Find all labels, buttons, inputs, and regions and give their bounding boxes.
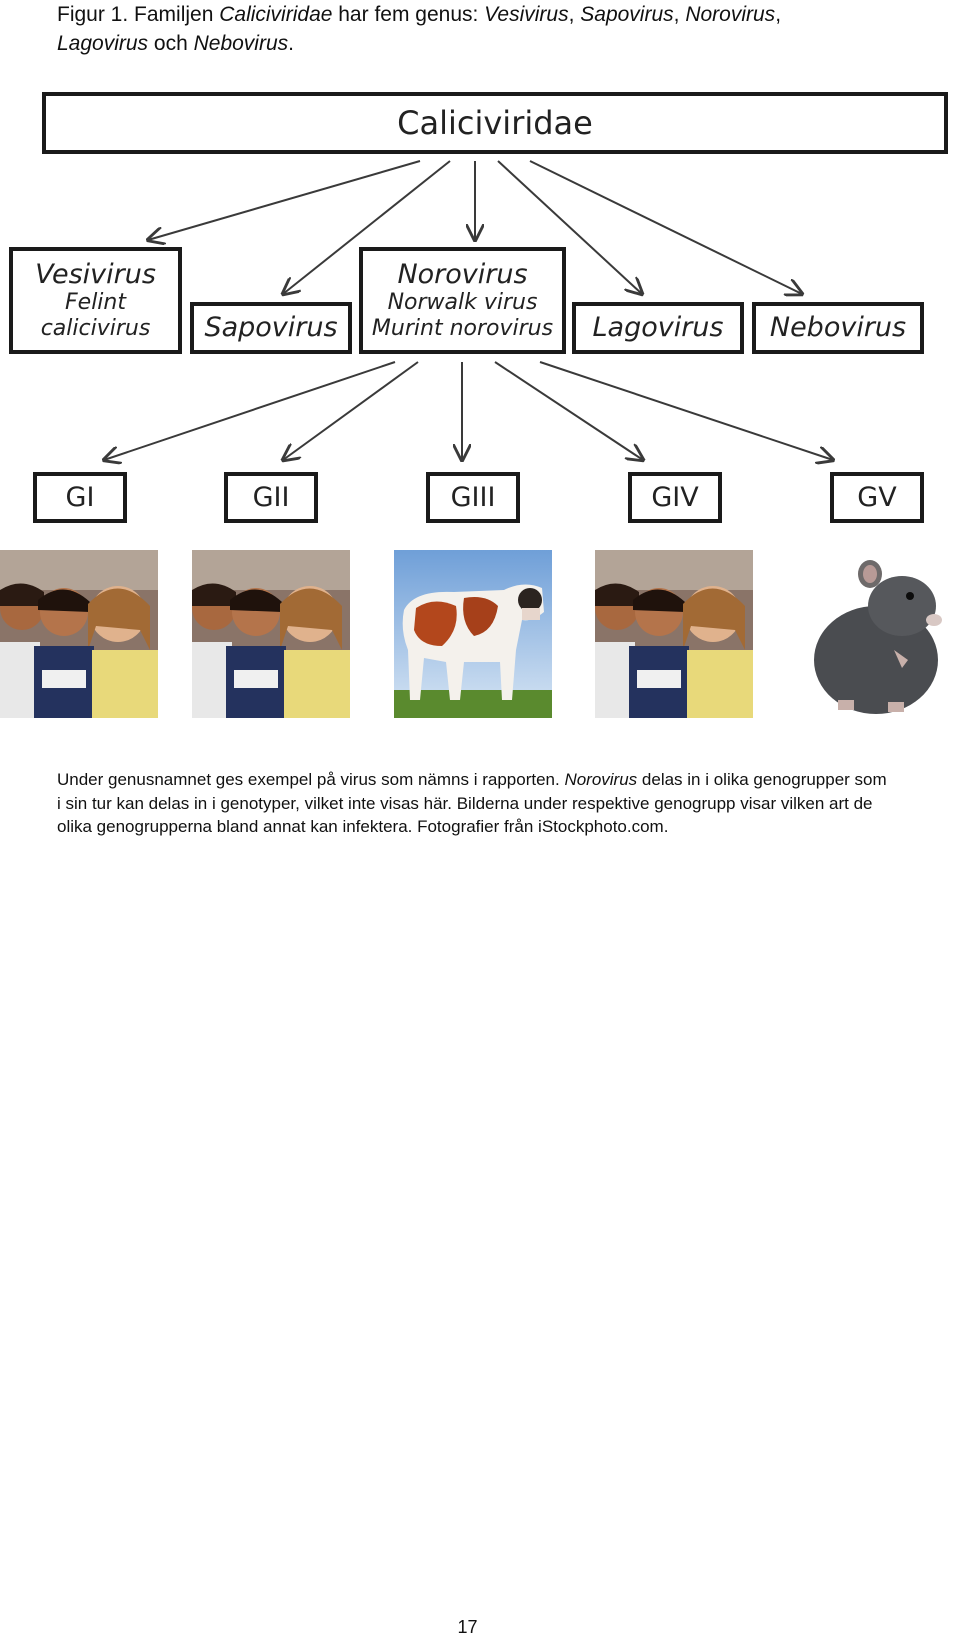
- genus-name: Nebovirus: [769, 312, 907, 343]
- notes-text: Under genusnamnet ges exempel på virus som nämns i rapporten.: [57, 770, 565, 789]
- caption-sep: .: [288, 32, 294, 55]
- taxonomy-diagram: [0, 84, 960, 724]
- children-image: [595, 550, 753, 718]
- genogroup-label: GIV: [651, 482, 699, 513]
- caption-genus: Vesivirus: [484, 3, 569, 26]
- genogroup-label: GIII: [450, 482, 496, 513]
- caption-sep: och: [148, 32, 194, 55]
- mouse-image: [798, 550, 960, 718]
- caption-text: Figur 1. Familjen: [57, 3, 220, 26]
- genus-name: Sapovirus: [204, 312, 338, 343]
- photo-mouse: [798, 550, 960, 718]
- caption-genus: Norovirus: [685, 3, 776, 26]
- caption-sep: ,: [568, 3, 581, 26]
- photo-cow: [394, 550, 552, 718]
- genogroup-label: GII: [252, 482, 290, 513]
- caption-genus: Sapovirus: [580, 3, 674, 26]
- figure-caption: [57, 0, 917, 58]
- arrow: [495, 362, 643, 460]
- caption-sep: ,: [673, 3, 686, 26]
- children-image: [0, 550, 158, 718]
- genus-box-norovirus: [359, 247, 566, 354]
- photo-children: [192, 550, 350, 718]
- genogroup-box-gii: [224, 472, 318, 523]
- photo-children: [0, 550, 158, 718]
- children-image: [192, 550, 350, 718]
- genus-name: Vesivirus: [35, 258, 156, 290]
- genus-example: Felint: [65, 289, 126, 315]
- genus-example: Murint norovirus: [371, 315, 554, 341]
- caption-genus: Nebovirus: [193, 32, 289, 55]
- genus-box-nebovirus: [752, 302, 924, 354]
- genus-name: Lagovirus: [592, 312, 724, 343]
- caption-genus: Lagovirus: [57, 32, 149, 55]
- genogroup-label: GI: [65, 482, 95, 513]
- notes-text: delas in i olika genogrupper som i sin tur kan delas in i genotyper, vilket inte visas här. Bilderna under respektive genogrupp visar vilken art de olika genogrupperna bland annat kan infektera. Fotografier från iStockphoto.com.: [57, 770, 887, 836]
- caption-sep: ,: [775, 3, 782, 26]
- genogroup-box-giii: [426, 472, 520, 523]
- genogroup-box-gv: [830, 472, 924, 523]
- root-label: Caliciviridae: [397, 104, 593, 142]
- genogroup-box-gi: [33, 472, 127, 523]
- cow-image: [394, 550, 552, 718]
- caption-text: har fem genus:: [332, 3, 485, 26]
- arrow: [148, 161, 420, 240]
- page-number: 17: [457, 1617, 478, 1637]
- genus-box-sapovirus: [190, 302, 352, 354]
- root-box-caliciviridae: [42, 92, 948, 154]
- genus-box-lagovirus: [572, 302, 744, 354]
- caption-family: Caliciviridae: [219, 3, 333, 26]
- arrow: [540, 362, 833, 460]
- genogroup-box-giv: [628, 472, 722, 523]
- photo-children: [595, 550, 753, 718]
- genus-example: Norwalk virus: [387, 289, 538, 315]
- genus-name: Norovirus: [397, 258, 528, 290]
- genus-example: calicivirus: [40, 315, 151, 341]
- figure-notes: [57, 768, 887, 839]
- genus-box-vesivirus: [9, 247, 182, 354]
- genogroup-label: GV: [857, 482, 897, 513]
- notes-italic: Norovirus: [564, 770, 638, 789]
